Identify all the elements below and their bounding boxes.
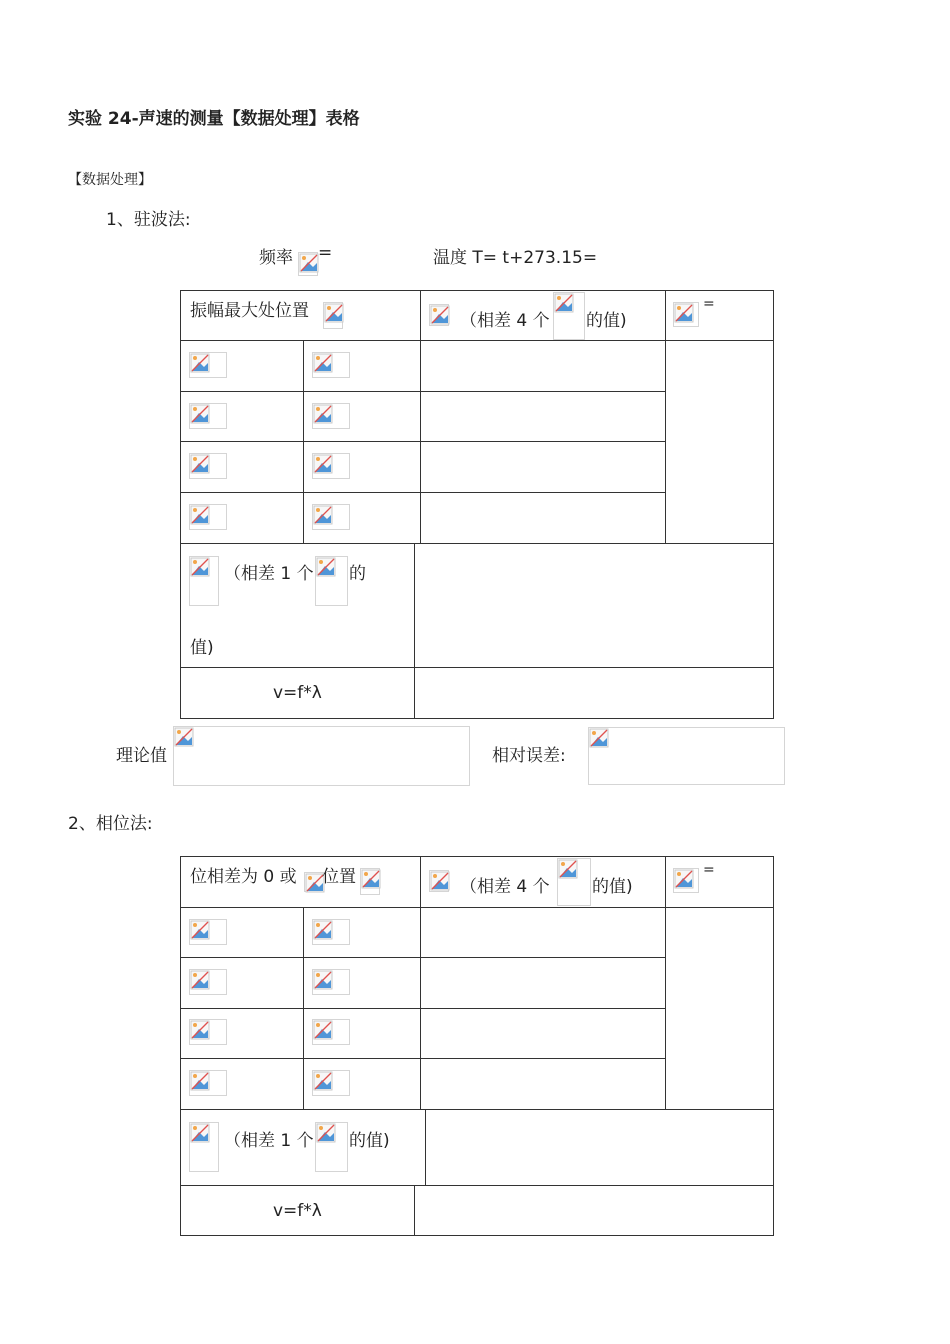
t1-formula: v=f*λ (273, 683, 322, 703)
freq-eq: = (318, 243, 333, 263)
broken-image-icon (312, 504, 350, 530)
temp-label: 温度 T= t+273.15= (433, 248, 598, 268)
broken-image-icon (189, 1122, 219, 1172)
broken-image-icon (312, 352, 350, 378)
t1-diff1-c: 值) (190, 638, 214, 658)
broken-image-icon (189, 1070, 227, 1096)
t2-header-eq: = (703, 862, 715, 878)
t2-diff1-a: （相差 1 个 (224, 1131, 314, 1151)
page-title: 实验 24-声速的测量【数据处理】表格 (68, 109, 360, 129)
t2-header-position-b: 位置 (322, 867, 356, 887)
t1-diff1-b: 的 (349, 564, 366, 584)
broken-image-icon (429, 870, 449, 892)
broken-image-icon (189, 403, 227, 429)
t2-header-diff4-a: （相差 4 个 (460, 877, 550, 897)
broken-image-icon (315, 1122, 348, 1172)
broken-image-icon (360, 868, 380, 895)
broken-image-icon (589, 728, 609, 748)
broken-image-icon (312, 453, 350, 479)
broken-image-icon (312, 919, 350, 945)
freq-label: 频率 (259, 248, 293, 268)
broken-image-icon (323, 302, 343, 329)
broken-image-icon (312, 1070, 350, 1096)
part2-heading: 2、相位法: (68, 814, 153, 834)
broken-image-icon (557, 858, 591, 906)
broken-image-icon (189, 556, 219, 606)
t2-header-diff4-b: 的值) (592, 877, 633, 897)
broken-image-icon (189, 1019, 227, 1045)
theory-label: 理论值 (116, 746, 167, 766)
broken-image-icon (673, 868, 699, 893)
theory-value-box (173, 726, 470, 786)
broken-image-icon (189, 504, 227, 530)
broken-image-icon (312, 969, 350, 995)
t2-header-position: 位相差为 0 或 (190, 867, 297, 887)
broken-image-icon (189, 352, 227, 378)
t2-diff1-b: 的值) (349, 1131, 390, 1151)
error-value-box (588, 727, 785, 785)
t1-header-diff4-b: 的值) (586, 311, 627, 331)
error-label: 相对误差: (492, 746, 566, 766)
broken-image-icon (553, 292, 585, 340)
t1-diff1-a: （相差 1 个 (224, 564, 314, 584)
part1-heading: 1、驻波法: (106, 210, 191, 230)
broken-image-icon (673, 302, 699, 327)
t1-header-position: 振幅最大处位置 (190, 301, 309, 321)
broken-image-icon (312, 1019, 350, 1045)
broken-image-icon (429, 304, 449, 326)
t1-header-eq: = (703, 296, 715, 312)
broken-image-icon (174, 727, 194, 747)
broken-image-icon (298, 252, 318, 276)
t1-header-diff4-a: （相差 4 个 (460, 311, 550, 331)
broken-image-icon (315, 556, 348, 606)
broken-image-icon (189, 969, 227, 995)
broken-image-icon (189, 919, 227, 945)
section-label: 【数据处理】 (68, 172, 152, 188)
broken-image-icon (189, 453, 227, 479)
broken-image-icon (304, 872, 324, 892)
t2-formula: v=f*λ (273, 1201, 322, 1221)
broken-image-icon (312, 403, 350, 429)
